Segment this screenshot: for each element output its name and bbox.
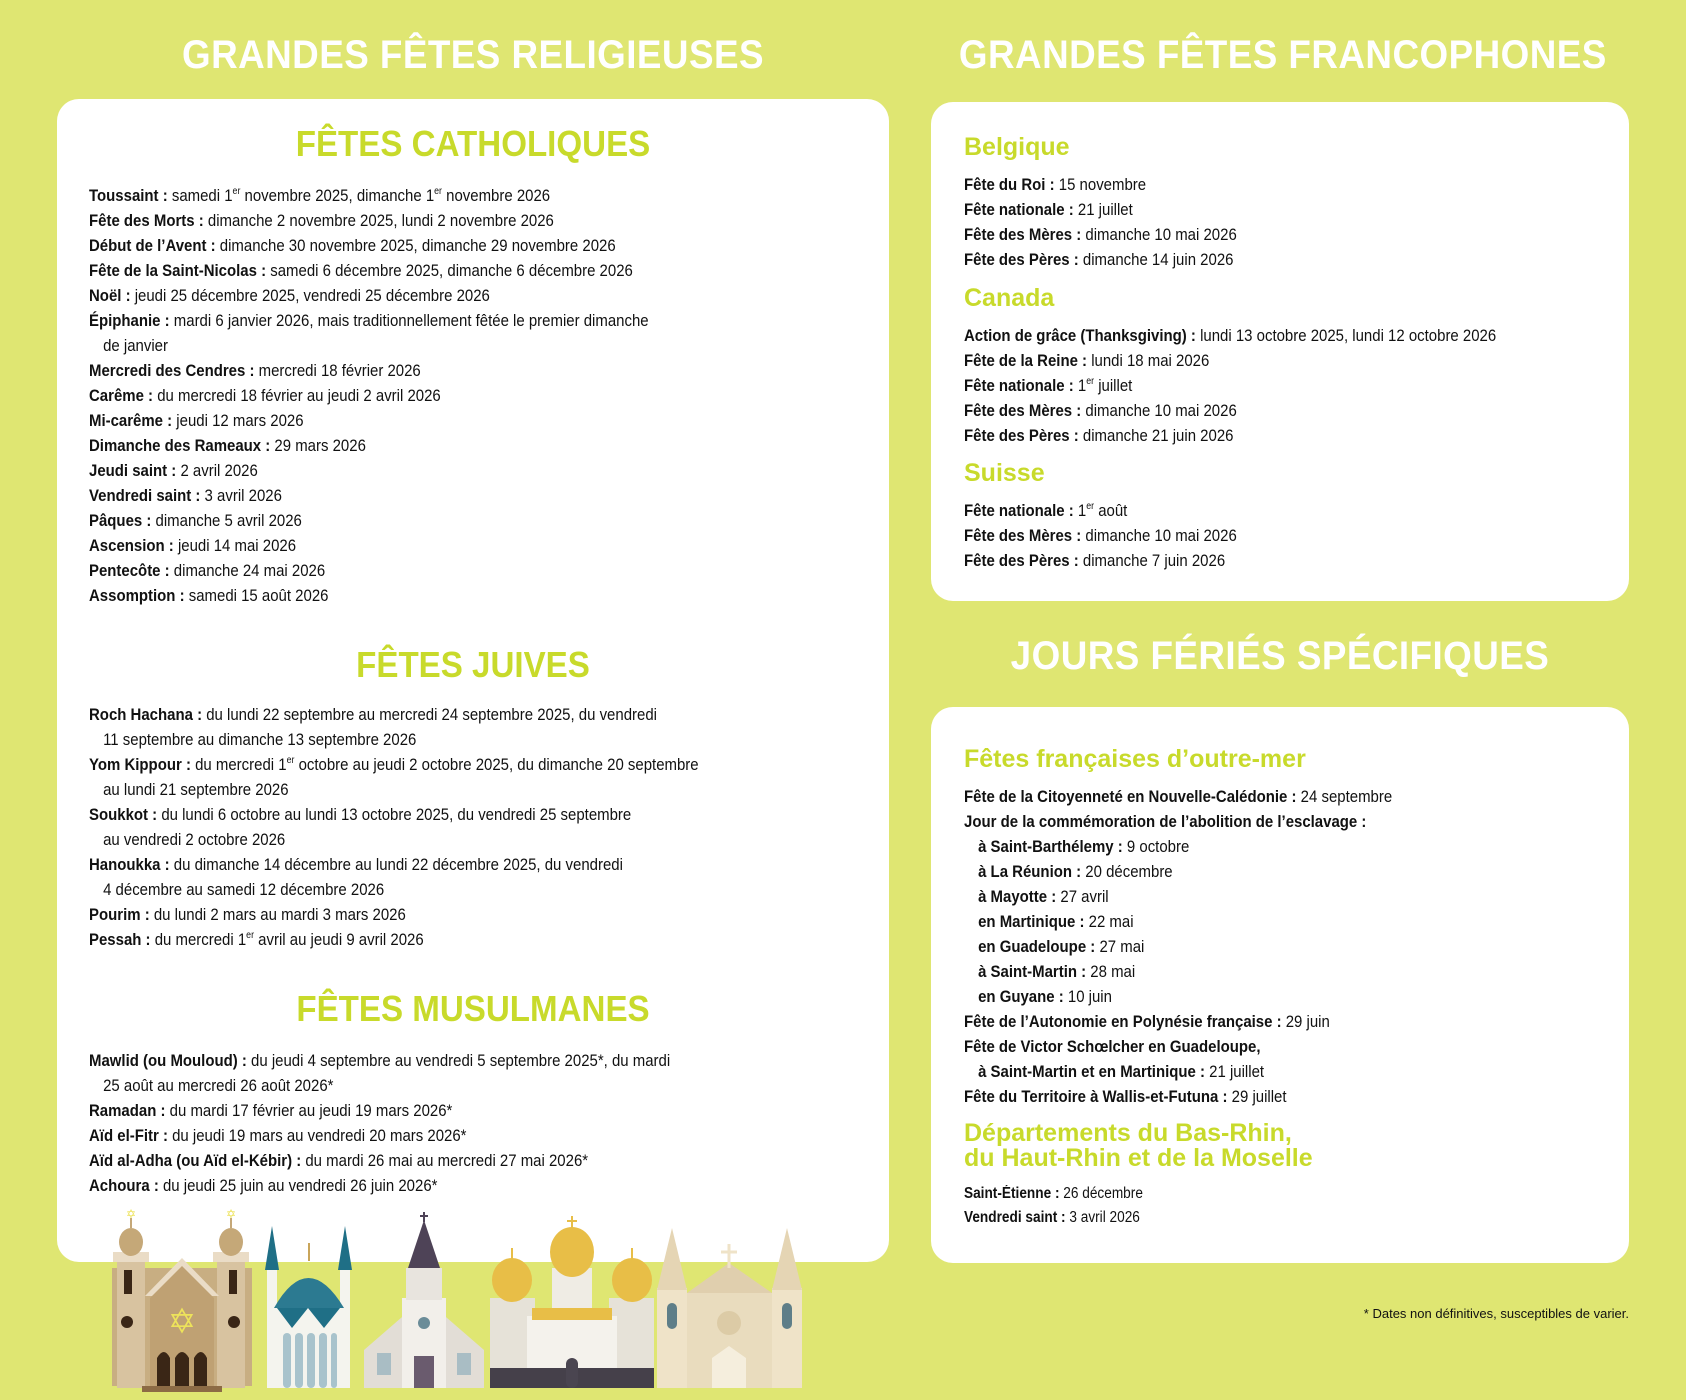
holiday-date: mercredi 18 février 2026	[254, 361, 421, 380]
holiday-date: du lundi 2 mars au mardi 3 mars 2026	[149, 905, 406, 924]
ordinal-suffix: er	[1086, 376, 1095, 387]
holiday-name: Fête des Pères :	[964, 250, 1079, 269]
holiday-name: en Martinique :	[978, 912, 1085, 931]
holiday-date: 26 décembre	[1059, 1185, 1143, 1202]
holiday-item	[964, 498, 1237, 523]
holiday-date: dimanche 5 avril 2026	[151, 511, 302, 530]
holiday-date: au vendredi 2 octobre 2026	[103, 830, 286, 849]
holiday-continuation	[89, 333, 649, 358]
holiday-date: 27 avril	[1056, 887, 1109, 906]
holiday-date: dimanche 7 juin 2026	[1078, 551, 1226, 570]
holiday-continuation	[89, 727, 699, 752]
holiday-date: 21 juillet	[1073, 200, 1133, 219]
suisse-holidays-list	[964, 498, 1274, 573]
holiday-name: Achoura :	[89, 1176, 159, 1195]
holiday-date: 22 mai	[1084, 912, 1134, 931]
holiday-name: Pentecôte :	[89, 561, 170, 580]
holiday-name: Assomption :	[89, 586, 185, 605]
holiday-item	[89, 308, 649, 358]
holiday-item	[964, 959, 1392, 984]
holiday-item	[964, 809, 1392, 834]
holiday-item	[964, 1182, 1143, 1206]
holiday-item	[89, 233, 649, 258]
holiday-date: du mercredi 18 février au jeudi 2 avril 2026	[153, 386, 441, 405]
holiday-item	[89, 408, 649, 433]
holiday-date: de janvier	[103, 336, 168, 355]
holiday-item	[89, 852, 699, 902]
holiday-date: 1	[1073, 376, 1087, 395]
holiday-item	[89, 483, 649, 508]
holiday-item	[89, 583, 649, 608]
alsace-moselle-title-line1: Départements du Bas-Rhin,	[964, 1119, 1292, 1147]
holiday-continuation	[89, 777, 699, 802]
holiday-name: Pâques :	[89, 511, 152, 530]
jewish-section-title: FÊTES JUIVES	[356, 644, 590, 685]
synagogue-icon	[112, 1208, 252, 1392]
holiday-name: Yom Kippour :	[89, 755, 191, 774]
specific-holidays-card	[931, 707, 1629, 1263]
holiday-item	[89, 183, 649, 208]
holiday-name: Fête nationale :	[964, 200, 1074, 219]
holiday-name: Fête de Victor Schœlcher en Guadeloupe,	[964, 1037, 1261, 1056]
ordinal-suffix: er	[1086, 501, 1095, 512]
church-icon	[364, 1212, 484, 1388]
holiday-date: jeudi 25 décembre 2025, vendredi 25 décembre 2026	[130, 286, 490, 305]
holiday-item	[964, 222, 1237, 247]
holiday-date: samedi 15 août 2026	[184, 586, 329, 605]
holiday-date: 11 septembre au dimanche 13 septembre 2026	[103, 730, 417, 749]
country-title-suisse: Suisse	[964, 459, 1045, 487]
holiday-continuation	[89, 827, 699, 852]
holiday-date: 3 avril 2026	[200, 486, 282, 505]
holiday-name: à Saint-Martin :	[978, 962, 1087, 981]
holiday-date: mardi 6 janvier 2026, mais traditionnellement fêtée le premier dimanche	[169, 311, 649, 330]
holiday-date: 21 juillet	[1204, 1062, 1265, 1081]
holiday-item	[89, 1048, 670, 1098]
holiday-date: 29 juillet	[1227, 1087, 1287, 1106]
holiday-name: Toussaint :	[89, 186, 168, 205]
holiday-date: du jeudi 19 mars au vendredi 20 mars 2026*	[167, 1126, 467, 1145]
holiday-date: du mardi 17 février au jeudi 19 mars 2026*	[165, 1101, 453, 1120]
holiday-name: Pessah :	[89, 930, 151, 949]
specific-holidays-title: JOURS FÉRIÉS SPÉCIFIQUES	[1010, 634, 1550, 678]
holiday-name: à La Réunion :	[978, 862, 1082, 881]
holiday-date: du jeudi 4 septembre au vendredi 5 septembre 2025*, du mardi	[246, 1051, 671, 1070]
holiday-name: Mercredi des Cendres :	[89, 361, 255, 380]
overseas-holidays-list	[964, 784, 1451, 1109]
holiday-date: 9 octobre	[1122, 837, 1190, 856]
holiday-item	[89, 433, 649, 458]
holiday-date: du lundi 6 octobre au lundi 13 octobre 2025, du vendredi 25 septembre	[157, 805, 632, 824]
holiday-date: dimanche 10 mai 2026	[1081, 401, 1237, 420]
holiday-date: 28 mai	[1086, 962, 1136, 981]
holiday-date: 29 juin	[1281, 1012, 1330, 1031]
cathedral-icon	[657, 1228, 802, 1388]
holiday-item	[89, 902, 699, 927]
holiday-date: 29 mars 2026	[270, 436, 366, 455]
holiday-name: Hanoukka :	[89, 855, 170, 874]
holiday-item	[964, 784, 1392, 809]
holiday-item	[964, 859, 1392, 884]
holiday-date: novembre 2026	[442, 186, 551, 205]
holiday-item	[964, 1206, 1143, 1230]
holiday-name: Fête de la Reine :	[964, 351, 1088, 370]
holiday-item	[89, 752, 699, 802]
holiday-name: Pourim :	[89, 905, 150, 924]
holiday-name: Fête nationale :	[964, 501, 1074, 520]
holiday-name: Ramadan :	[89, 1101, 166, 1120]
holiday-continuation	[89, 877, 699, 902]
holiday-name: Fête des Mères :	[964, 526, 1082, 545]
holiday-item	[964, 373, 1496, 398]
holiday-name: Aïd al-Adha (ou Aïd el-Kébir) :	[89, 1151, 302, 1170]
holiday-item	[964, 548, 1237, 573]
holiday-date: lundi 13 octobre 2025, lundi 12 octobre 2026	[1195, 326, 1497, 345]
holiday-name: Fête des Pères :	[964, 551, 1079, 570]
holiday-date: 27 mai	[1095, 937, 1145, 956]
holiday-date: jeudi 12 mars 2026	[172, 411, 304, 430]
holiday-name: Aïd el-Fitr :	[89, 1126, 168, 1145]
holiday-name: Fête des Mères :	[964, 225, 1082, 244]
holiday-date: 2 avril 2026	[176, 461, 258, 480]
holiday-item	[89, 1173, 670, 1198]
holiday-date: dimanche 21 juin 2026	[1078, 426, 1234, 445]
holiday-item	[89, 802, 699, 852]
ordinal-suffix: er	[246, 930, 255, 941]
holiday-date: octobre au jeudi 2 octobre 2025, du dimanche 20 septembre	[294, 755, 699, 774]
holiday-continuation	[964, 1059, 1392, 1084]
holiday-name: Fête du Territoire à Wallis-et-Futuna :	[964, 1087, 1228, 1106]
holiday-name: Fête nationale :	[964, 376, 1074, 395]
holiday-date: au lundi 21 septembre 2026	[103, 780, 289, 799]
holiday-name: Noël :	[89, 286, 131, 305]
holiday-name: Saint-Étienne :	[964, 1185, 1060, 1202]
holiday-date: 15 novembre	[1054, 175, 1147, 194]
holiday-name: Dimanche des Rameaux :	[89, 436, 271, 455]
holiday-item	[89, 533, 649, 558]
holiday-date: dimanche 2 novembre 2025, lundi 2 novembre 2026	[203, 211, 554, 230]
holiday-date: 20 décembre	[1081, 862, 1173, 881]
belgique-holidays-list	[964, 172, 1274, 272]
holiday-date: du dimanche 14 décembre au lundi 22 décembre 2025, du vendredi	[169, 855, 623, 874]
holiday-item	[89, 702, 699, 752]
ordinal-suffix: er	[286, 755, 295, 766]
holiday-item	[964, 172, 1237, 197]
holiday-name: Ascension :	[89, 536, 174, 555]
holiday-date: 25 août au mercredi 26 août 2026*	[103, 1076, 334, 1095]
religious-holidays-card	[57, 99, 889, 1262]
holiday-item	[964, 1084, 1392, 1109]
holiday-item	[89, 283, 649, 308]
svg-text:✡: ✡	[125, 1208, 137, 1221]
holiday-name: à Mayotte :	[978, 887, 1057, 906]
holiday-name: Fête des Pères :	[964, 426, 1079, 445]
ordinal-suffix: er	[434, 186, 443, 197]
holiday-date: du mercredi 1	[150, 930, 247, 949]
catholic-holidays-list	[89, 183, 725, 608]
holiday-name: en Guadeloupe :	[978, 937, 1096, 956]
holiday-date: samedi 1	[167, 186, 233, 205]
holiday-name: Mawlid (ou Mouloud) :	[89, 1051, 247, 1070]
orthodox-church-icon	[490, 1216, 654, 1388]
holiday-name: à Saint-Martin et en Martinique :	[978, 1062, 1205, 1081]
holiday-item	[89, 927, 699, 952]
holiday-date: juillet	[1094, 376, 1133, 395]
holiday-name: Fête du Roi :	[964, 175, 1055, 194]
holiday-item	[89, 358, 649, 383]
holiday-date: du mardi 26 mai au mercredi 27 mai 2026*	[301, 1151, 589, 1170]
holiday-name: Début de l’Avent :	[89, 236, 216, 255]
holiday-name: Vendredi saint :	[964, 1209, 1066, 1226]
holiday-item	[964, 1009, 1392, 1034]
holiday-item	[89, 208, 649, 233]
catholic-section-title: FÊTES CATHOLIQUES	[295, 123, 651, 164]
holiday-date: avril au jeudi 9 avril 2026	[254, 930, 424, 949]
holiday-item	[964, 348, 1496, 373]
holiday-date: jeudi 14 mai 2026	[173, 536, 297, 555]
overseas-title: Fêtes françaises d’outre-mer	[964, 745, 1306, 773]
holiday-date: du mercredi 1	[190, 755, 287, 774]
holiday-item	[89, 1098, 670, 1123]
alsace-moselle-title	[964, 1121, 1313, 1171]
ordinal-suffix: er	[232, 186, 241, 197]
holiday-name: Fête de l’Autonomie en Polynésie française :	[964, 1012, 1282, 1031]
holiday-name: Carême :	[89, 386, 154, 405]
holiday-item	[89, 1148, 670, 1173]
holiday-item	[964, 247, 1237, 272]
holiday-name: Fête des Morts :	[89, 211, 204, 230]
svg-text:✡: ✡	[167, 1303, 197, 1341]
footnote: * Dates non définitives, susceptibles de varier.	[1363, 1306, 1629, 1321]
holiday-name: en Guyane :	[978, 987, 1064, 1006]
holiday-name: Action de grâce (Thanksgiving) :	[964, 326, 1196, 345]
holiday-item	[964, 834, 1392, 859]
holiday-item	[89, 458, 649, 483]
holiday-date: 1	[1073, 501, 1087, 520]
holiday-date: du jeudi 25 juin au vendredi 26 juin 2026*	[158, 1176, 438, 1195]
holiday-item	[89, 558, 649, 583]
holiday-name: à Saint-Barthélemy :	[978, 837, 1123, 856]
holiday-item	[964, 1034, 1392, 1084]
holiday-date: samedi 6 décembre 2025, dimanche 6 décembre 2026	[266, 261, 633, 280]
holiday-date: dimanche 24 mai 2026	[169, 561, 326, 580]
holiday-item	[964, 398, 1496, 423]
holiday-item	[89, 383, 649, 408]
country-title-canada: Canada	[964, 284, 1055, 312]
muslim-section-title: FÊTES MUSULMANES	[296, 988, 650, 1029]
holiday-date: dimanche 30 novembre 2025, dimanche 29 novembre 2026	[215, 236, 616, 255]
holiday-name: Mi-carême :	[89, 411, 173, 430]
holiday-item	[964, 423, 1496, 448]
country-title-belgique: Belgique	[964, 133, 1070, 161]
holiday-item	[964, 523, 1237, 548]
holiday-name: Soukkot :	[89, 805, 158, 824]
holiday-item	[89, 258, 649, 283]
holiday-date: 10 juin	[1063, 987, 1112, 1006]
holiday-date: 4 décembre au samedi 12 décembre 2026	[103, 880, 385, 899]
holiday-date: dimanche 10 mai 2026	[1081, 225, 1237, 244]
holiday-name: Roch Hachana :	[89, 705, 203, 724]
francophone-holidays-card	[931, 102, 1629, 601]
holiday-name: Épiphanie :	[89, 311, 170, 330]
religious-holidays-title: GRANDES FÊTES RELIGIEUSES	[181, 33, 764, 77]
holiday-name: Fête de la Saint-Nicolas :	[89, 261, 267, 280]
holiday-name: Fête de la Citoyenneté en Nouvelle-Calédonie :	[964, 787, 1297, 806]
holiday-item	[964, 934, 1392, 959]
holiday-date: août	[1094, 501, 1128, 520]
holiday-name: Fête des Mères :	[964, 401, 1082, 420]
holiday-item	[964, 984, 1392, 1009]
alsace-moselle-holidays-list	[964, 1182, 1167, 1230]
holiday-date: du lundi 22 septembre au mercredi 24 septembre 2025, du vendredi	[202, 705, 657, 724]
holiday-date: dimanche 14 juin 2026	[1078, 250, 1234, 269]
holiday-name: Jeudi saint :	[89, 461, 177, 480]
holiday-date: 24 septembre	[1296, 787, 1393, 806]
muslim-holidays-list	[89, 1048, 749, 1198]
religious-buildings-illustration	[112, 1208, 832, 1400]
holiday-name: Jour de la commémoration de l’abolition de l’esclavage :	[964, 812, 1367, 831]
holiday-item	[964, 909, 1392, 934]
francophone-holidays-title: GRANDES FÊTES FRANCOPHONES	[958, 33, 1607, 77]
mosque-icon	[265, 1226, 352, 1388]
holiday-item	[89, 508, 649, 533]
holiday-item	[964, 884, 1392, 909]
holiday-item	[964, 197, 1237, 222]
jewish-holidays-list	[89, 702, 782, 952]
holiday-date: novembre 2025, dimanche 1	[240, 186, 435, 205]
holiday-continuation	[89, 1073, 670, 1098]
alsace-moselle-title-line2: du Haut-Rhin et de la Moselle	[964, 1144, 1313, 1172]
holiday-date: lundi 18 mai 2026	[1087, 351, 1210, 370]
canada-holidays-list	[964, 323, 1569, 448]
svg-text:✡: ✡	[225, 1208, 237, 1221]
holiday-item	[964, 323, 1496, 348]
holiday-date: 3 avril 2026	[1065, 1209, 1140, 1226]
holiday-date: dimanche 10 mai 2026	[1081, 526, 1237, 545]
holiday-name: Vendredi saint :	[89, 486, 201, 505]
holiday-item	[89, 1123, 670, 1148]
